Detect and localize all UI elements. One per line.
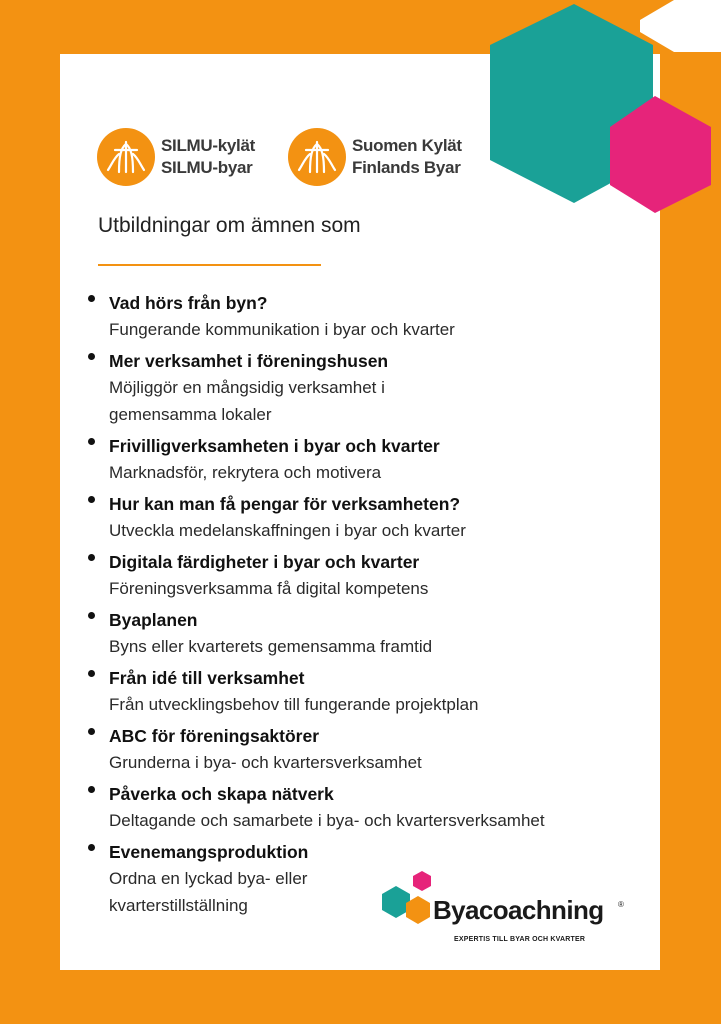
topic-description: Fungerande kommunikation i byar och kvarter [109, 320, 455, 339]
topic-title: Vad hörs från byn? [109, 293, 268, 313]
byacoachning-tagline: EXPERTIS TILL BYAR OCH KVARTER [454, 936, 586, 943]
bullet-icon [88, 438, 95, 445]
topic-title: Frivilligverksamheten i byar och kvarter [109, 436, 440, 456]
topic-description: Utveckla medelanskaffningen i byar och kvarter [109, 521, 466, 540]
topic-description: Ordna en lyckad bya- eller kvarterstillställning [109, 869, 308, 915]
bullet-icon [88, 728, 95, 735]
suomen-kylat-emblem-icon [288, 128, 346, 186]
list-item [88, 607, 668, 660]
topic-list [88, 290, 668, 924]
suomen-logo-text [352, 135, 462, 179]
topic-description: Möjliggör en mångsidig verksamhet i gemensamma lokaler [109, 378, 385, 424]
silmu-logo-text [161, 135, 255, 179]
silmu-line2: SILMU-byar [161, 158, 253, 177]
silmu-emblem-icon [97, 128, 155, 186]
suomen-line1: Suomen Kylät [352, 136, 462, 155]
suomen-line2: Finlands Byar [352, 158, 461, 177]
topic-title: Digitala färdigheter i byar och kvarter [109, 552, 420, 572]
byacoachning-name: Byacoachning [433, 895, 604, 925]
topic-description: Från utvecklingsbehov till fungerande projektplan [109, 695, 479, 714]
list-item [88, 549, 668, 602]
list-item [88, 433, 668, 486]
bullet-icon [88, 554, 95, 561]
topic-title: Hur kan man få pengar för verksamheten? [109, 494, 461, 514]
bullet-icon [88, 295, 95, 302]
list-item [88, 290, 668, 343]
decorative-hexagons [480, 0, 721, 230]
topic-description: Grunderna i bya- och kvartersverksamhet [109, 753, 422, 772]
bullet-icon [88, 670, 95, 677]
hexagon-cluster-icon [378, 868, 438, 930]
byacoachning-logo [378, 868, 638, 950]
bullet-icon [88, 612, 95, 619]
topic-description: Föreningsverksamma få digital kompetens [109, 579, 429, 598]
topic-title: Mer verksamhet i föreningshusen [109, 351, 389, 371]
bullet-icon [88, 786, 95, 793]
topic-title: Påverka och skapa nätverk [109, 784, 334, 804]
bullet-icon [88, 353, 95, 360]
topic-description: Marknadsför, rekrytera och motivera [109, 463, 382, 482]
heading-underline [98, 264, 321, 266]
silmu-line1: SILMU-kylät [161, 136, 255, 155]
topic-title: ABC för föreningsaktörer [109, 726, 320, 746]
list-item [88, 723, 668, 776]
topic-title: Evenemangsproduktion [109, 842, 309, 862]
topic-title: Byaplanen [109, 610, 198, 630]
topic-description: Byns eller kvarterets gemensamma framtid [109, 637, 433, 656]
list-item [88, 491, 668, 544]
page-heading: Utbildningar om ämnen som [98, 214, 361, 237]
bullet-icon [88, 496, 95, 503]
topic-title: Från idé till verksamhet [109, 668, 305, 688]
topic-description: Deltagande och samarbete i bya- och kvartersverksamhet [109, 811, 545, 830]
list-item [88, 348, 668, 428]
list-item [88, 781, 668, 834]
bullet-icon [88, 844, 95, 851]
registered-mark: ® [618, 900, 624, 909]
list-item [88, 665, 668, 718]
